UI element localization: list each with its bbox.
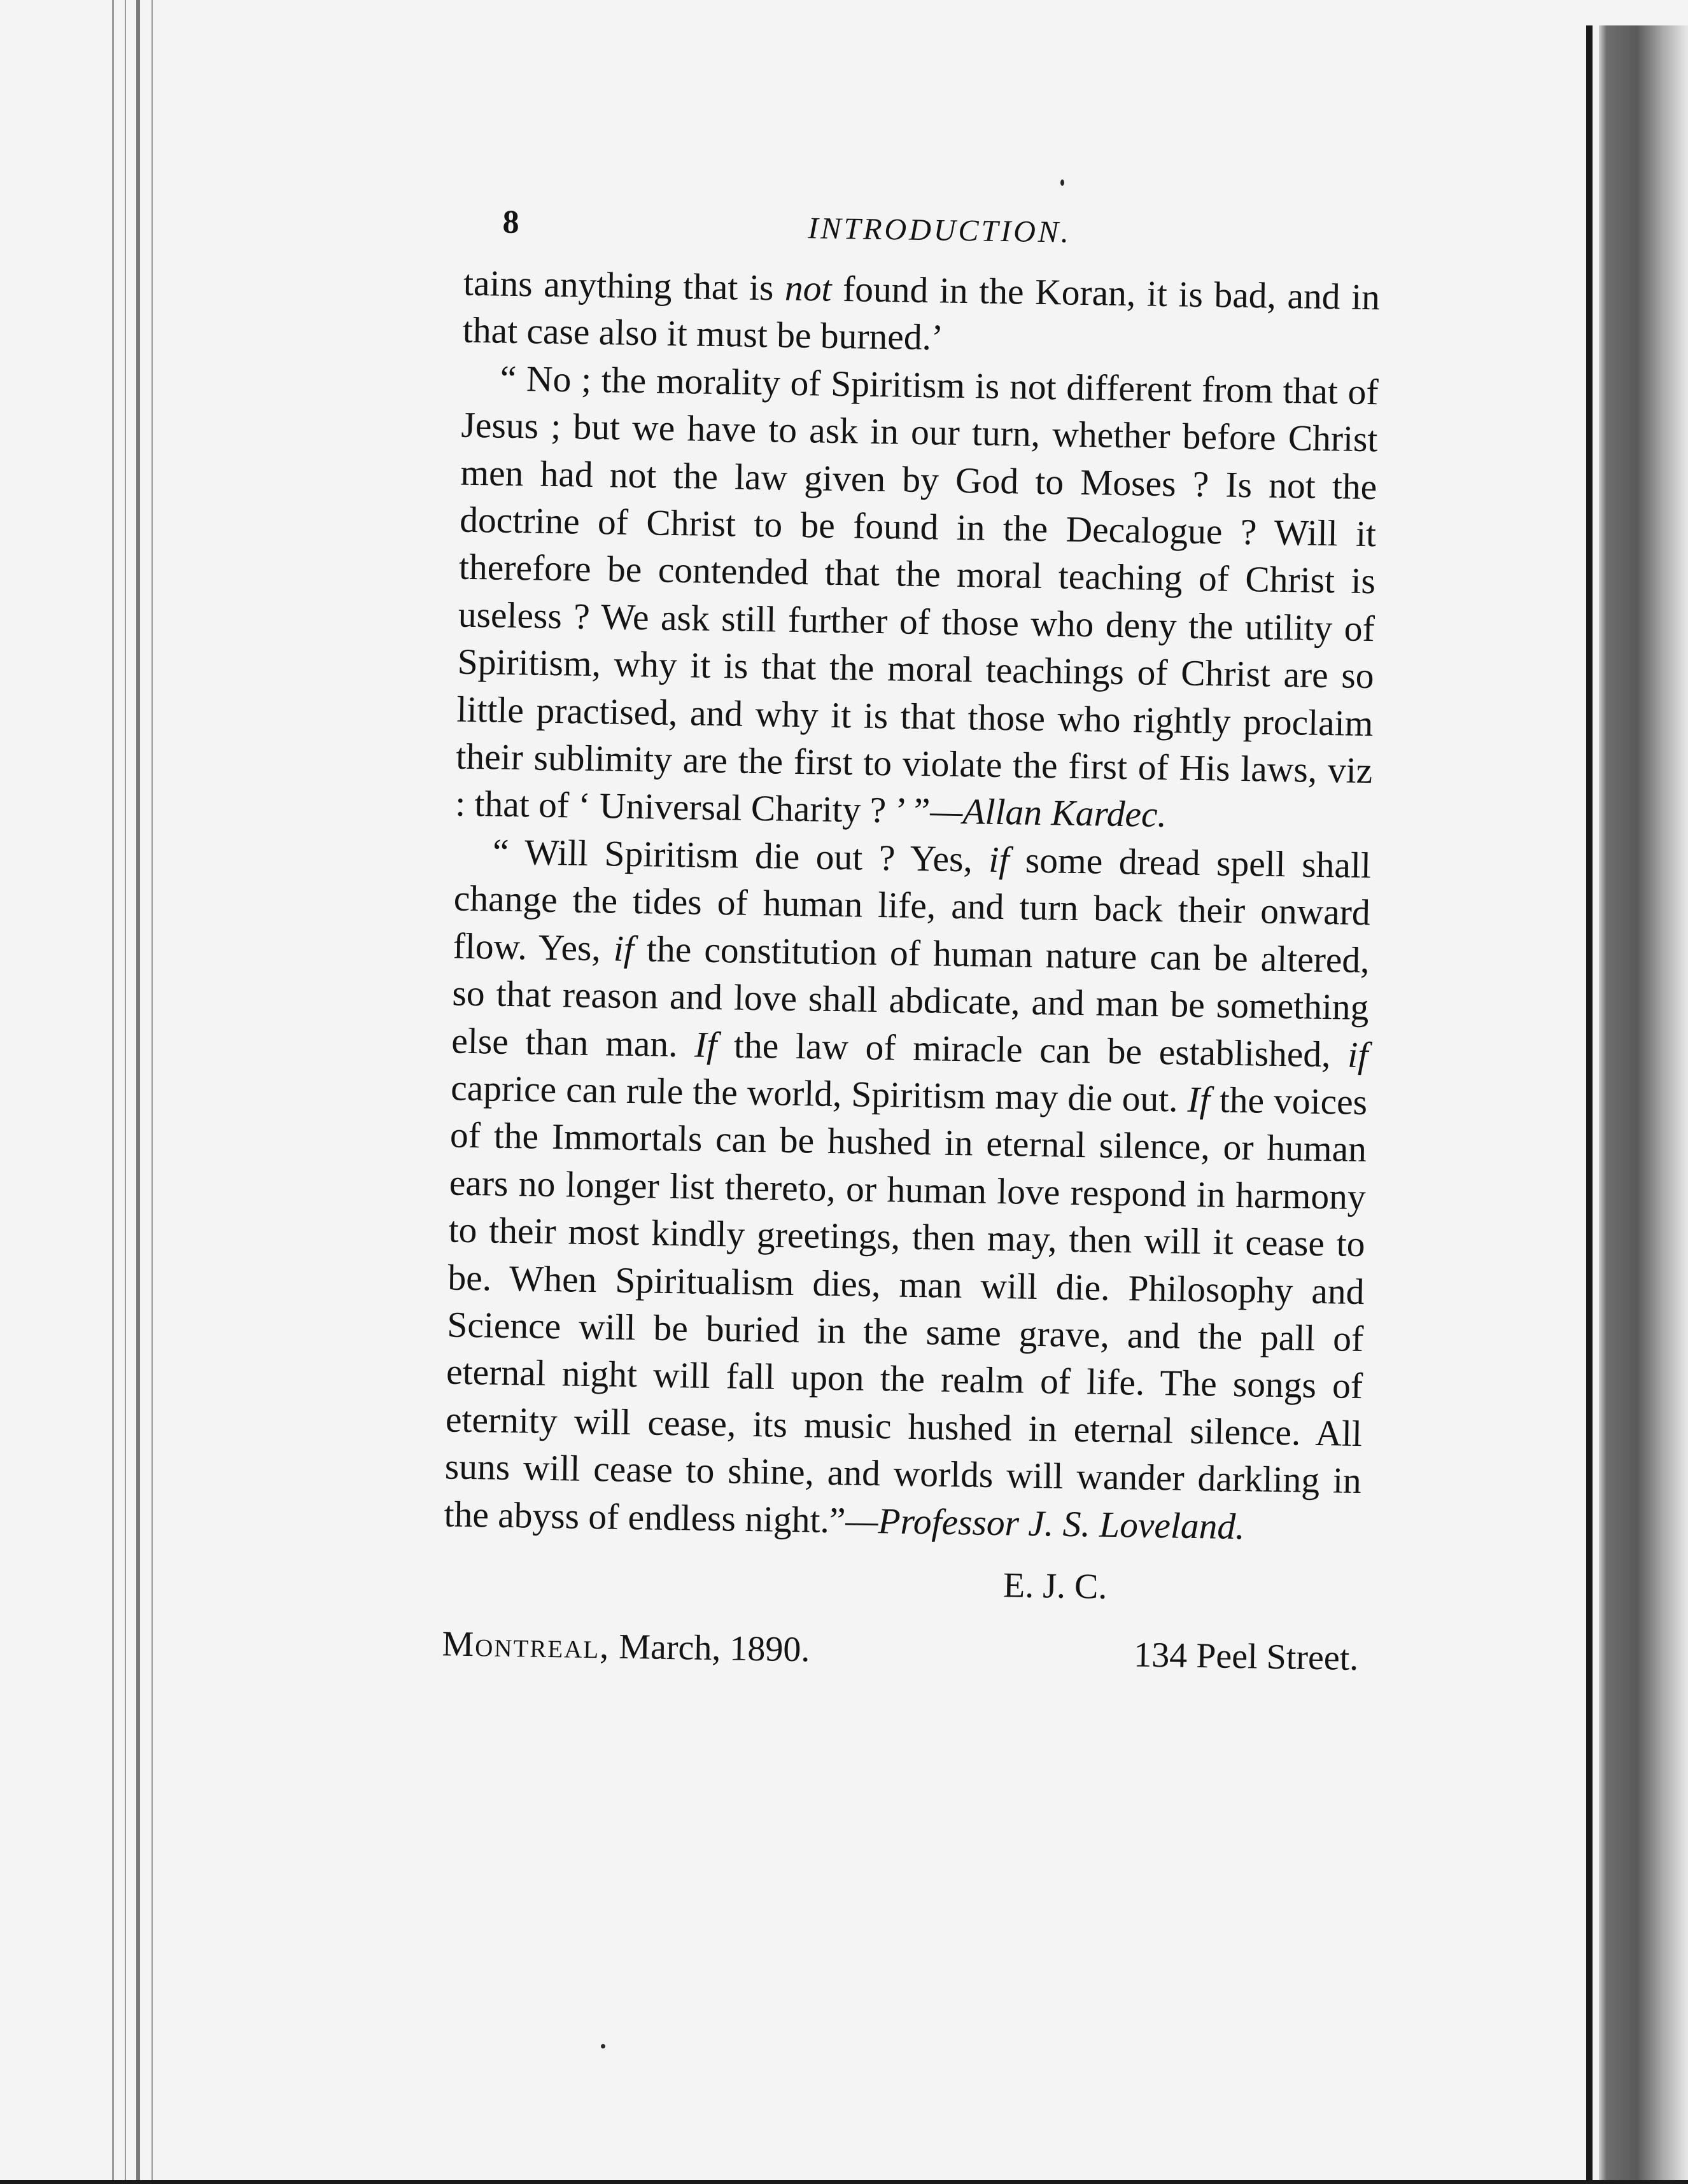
italic-run: If (1187, 1079, 1211, 1121)
text-run: the law of miracle can be established, (716, 1025, 1348, 1075)
italic-run: —Professor J. S. Loveland. (845, 1500, 1245, 1547)
text-run: “ Will Spiritism die out ? Yes, (492, 832, 989, 880)
text-run: tains anything that is (463, 263, 785, 309)
binding-gutter-line (125, 0, 126, 2184)
scan-speck (601, 2044, 605, 2048)
running-head-title: INTRODUCTION. (808, 211, 1072, 249)
text-run: the voices of the Immortals can be hushed in eternal silence, or human ears no longer list thereto, or human love respond in harmony to their most kindly greetings, then may, then will it cease to be. When Spiritualism dies, man will die. Philosophy and Science will be buried in the same grave, and the pall of eternal night will fall upon the realm of life. The songs of eternity will cease, its music hushed in eternal silence. All suns will cease to shine, and worlds will wander darkling in the abyss of endless night.” (444, 1080, 1368, 1541)
body-text (444, 260, 1380, 1553)
scan-speck (1060, 179, 1064, 186)
italic-run: not (784, 268, 833, 309)
text-run: found in the Koran, it is bad, and in that case also it must be burned.’ (462, 269, 1381, 358)
italic-run: If (694, 1025, 717, 1065)
address: 134 Peel Street. (1133, 1635, 1359, 1678)
paragraph (462, 260, 1380, 369)
page-edge-line (1586, 25, 1593, 2184)
italic-run: if (988, 839, 1009, 881)
paragraph (444, 828, 1371, 1553)
date: March, 1890. (618, 1627, 810, 1670)
page-number: 8 (502, 204, 520, 241)
binding-gutter-line (151, 0, 153, 2184)
text-run: caprice can rule the world, Spiritism may die out. (450, 1068, 1188, 1120)
italic-run: —Allan Kardec. (929, 791, 1167, 836)
place: Montreal, (442, 1624, 610, 1667)
binding-gutter-line (112, 0, 114, 2184)
author-initials: E. J. C. (1002, 1565, 1108, 1607)
text-run: some dread spell shall change the tides of human life, and turn back their onward flow. Yes, (453, 840, 1372, 969)
bottom-border (0, 2180, 1688, 2184)
paragraph (455, 354, 1379, 843)
italic-run: if (613, 928, 635, 969)
text-run: the constitution of human nature can be altered, so that reason and love shall abdicate, and man be something else than man. (451, 928, 1370, 1065)
binding-gutter-line (136, 0, 140, 2184)
text-run: “ No ; the morality of Spiritism is not different from that of Jesus ; but we have to ask in our turn, whether before Christ men had not the law given by God to Moses ? Is not the doctrine of Christ to be found in the Decalogue ? Will it therefore be contended that the moral teaching of Christ is useless ? We ask still further of those who deny the utility of Spiritism, why it is that the moral teachings of Christ are so little practised, and why it is that those who rightly proclaim their sublimity are the first to violate the first of His laws, viz : that of ‘ Universal Charity ? ’ ” (454, 358, 1379, 832)
signature-block (442, 1556, 1360, 1691)
page-edge-shadow (1599, 25, 1688, 2184)
place-and-date (442, 1623, 810, 1670)
italic-run: if (1347, 1035, 1368, 1075)
book-page (442, 203, 1381, 1691)
